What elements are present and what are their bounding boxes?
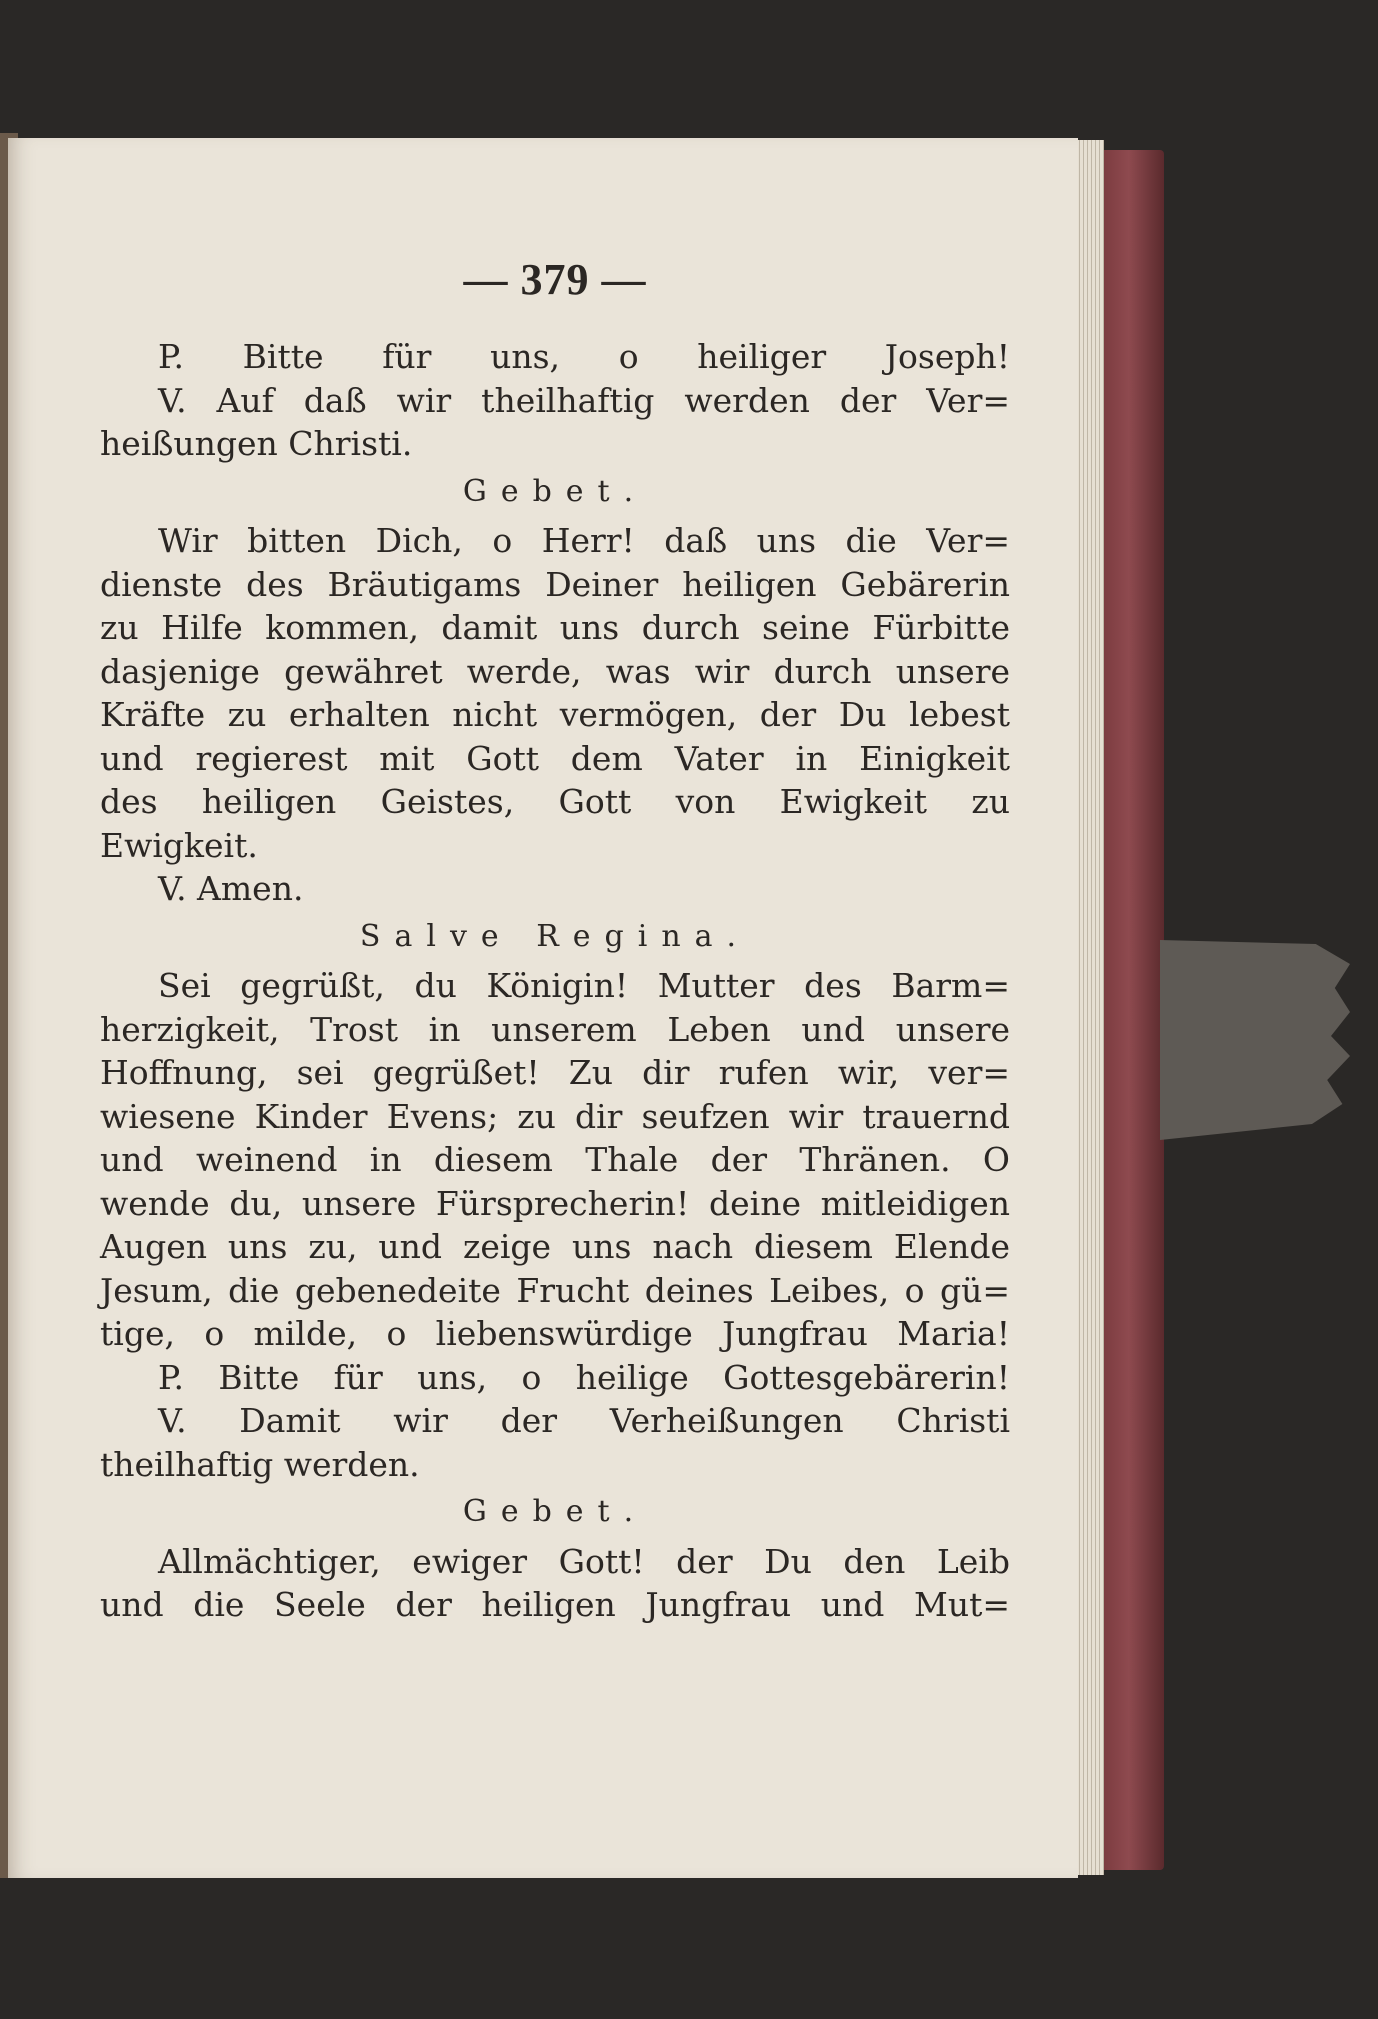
page-number: — 379 — — [463, 255, 647, 304]
text-line: Augen uns zu, und zeige uns nach diesem Elende — [100, 1227, 1010, 1266]
text-line: Sei gegrüßt, du Königin! Mutter des Barm= — [158, 966, 1010, 1005]
text-line: Wir bitten Dich, o Herr! daß uns die Ver= — [158, 521, 1010, 560]
text-line: tige, o milde, o liebenswürdige Jungfrau Maria! — [100, 1314, 1010, 1353]
text-line: wiesene Kinder Evens; zu dir seufzen wir trauernd — [100, 1096, 1010, 1136]
text-line: des heiligen Geistes, Gott von Ewigkeit zu — [100, 782, 1010, 821]
heading-salve-regina: Salve Regina. — [359, 918, 751, 954]
bookmark-ribbon — [1160, 940, 1350, 1140]
heading-gebet: Gebet. — [462, 1494, 648, 1529]
text-line: Allmächtiger, ewiger Gott! der Du den Leib — [158, 1541, 1010, 1581]
text-line: theilhaftig werden. — [100, 1444, 420, 1484]
text-line: und regierest mit Gott dem Vater in Einigkeit — [100, 738, 1010, 778]
text-line: heißungen Christi. — [100, 424, 413, 463]
text-line: V. Damit wir der Verheißungen Christi — [158, 1401, 1010, 1440]
text-line: Jesum, die gebenedeite Frucht deines Leibes, o gü= — [100, 1270, 1010, 1310]
text-line: P. Bitte für uns, o heilige Gottesgebärerin! — [158, 1357, 1010, 1397]
text-line: wende du, unsere Fürsprecherin! deine mitleidigen — [100, 1183, 1010, 1223]
text-line: Ewigkeit. — [100, 825, 258, 865]
book-cover-right — [1100, 150, 1164, 1870]
text-line: V. Auf daß wir theilhaftig werden der Ver= — [158, 380, 1010, 420]
text-line: zu Hilfe kommen, damit uns durch seine Fürbitte — [100, 608, 1010, 647]
heading-gebet: Gebet. — [462, 473, 648, 509]
page-text — [100, 255, 1010, 1627]
text-line: Kräfte zu erhalten nicht vermögen, der Du lebest — [100, 695, 1010, 734]
text-line: und die Seele der heiligen Jungfrau und Mut= — [100, 1585, 1010, 1624]
text-line: dienste des Bräutigams Deiner heiligen Gebärerin — [100, 564, 1010, 604]
text-line: V. Amen. — [158, 869, 304, 908]
text-line: herzigkeit, Trost in unserem Leben und unsere — [100, 1009, 1010, 1049]
text-line: und weinend in diesem Thale der Thränen. O — [100, 1140, 1010, 1179]
text-line: P. Bitte für uns, o heiliger Joseph! — [158, 337, 1010, 376]
text-line: dasjenige gewähret werde, was wir durch unsere — [100, 651, 1010, 691]
text-line: Hoffnung, sei gegrüßet! Zu dir rufen wir, ver= — [100, 1053, 1010, 1092]
